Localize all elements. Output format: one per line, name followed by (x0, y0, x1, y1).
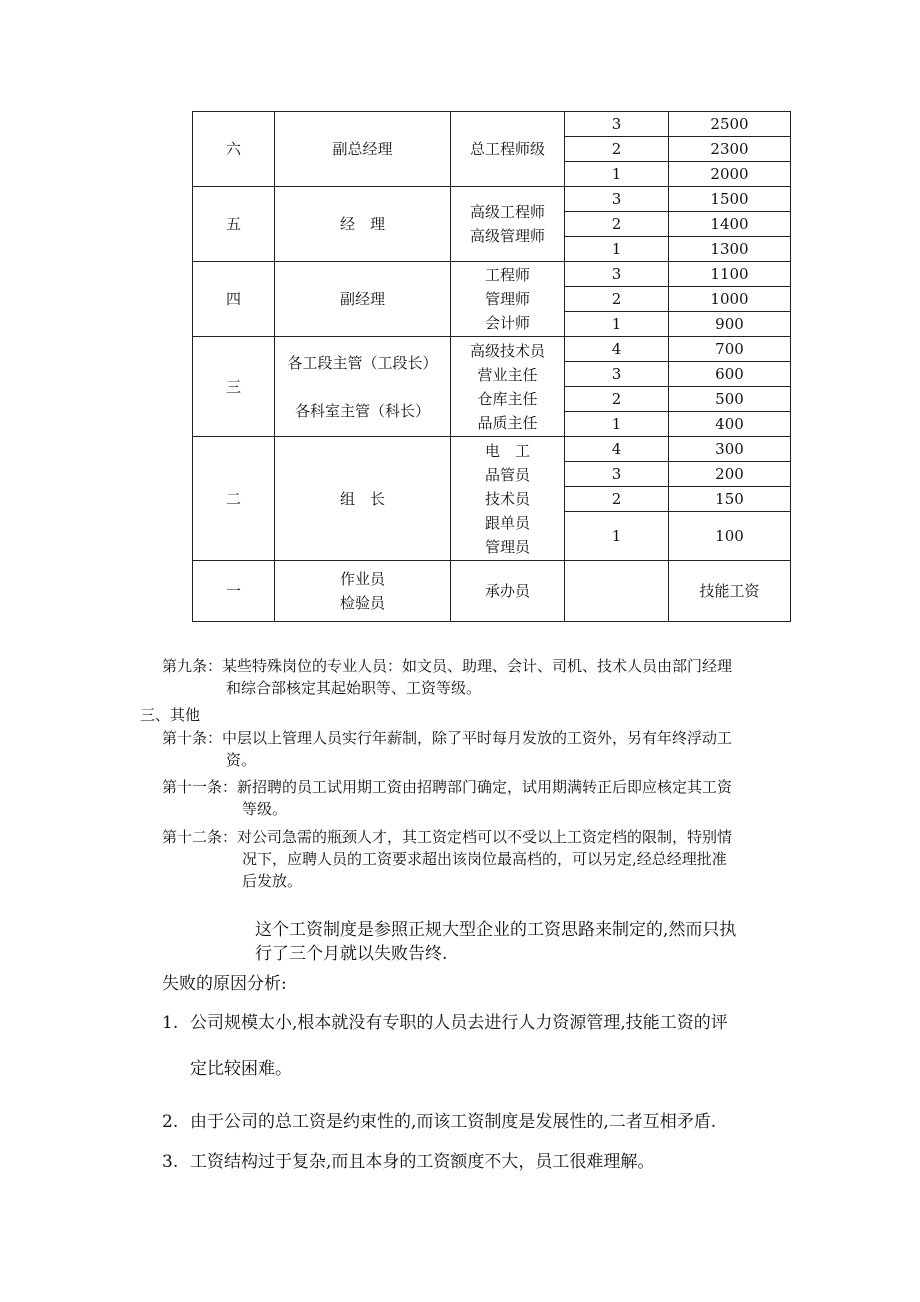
article-11-line1: 新招聘的员工试用期工资由招聘部门确定，试用期满转正后即应核定其工资 (237, 778, 733, 796)
amount-cell: 1400 (669, 212, 791, 237)
title-cell (451, 337, 565, 437)
article-12-line3: 后发放。 (242, 872, 303, 890)
reason-1-line2: 定比较困难。 (190, 1059, 292, 1079)
level-cell: 2 (565, 137, 669, 162)
amount-cell: 900 (669, 312, 791, 337)
title-line: 会计师 (484, 314, 530, 332)
reason-item-1 (162, 1011, 792, 1081)
grade-cell: 三 (193, 337, 275, 437)
title-line: 工程师 (484, 266, 530, 284)
reason-three (162, 1150, 654, 1174)
amount-cell: 1000 (669, 287, 791, 312)
article-11-label: 第十一条： (162, 778, 238, 796)
position-line: 经 理 (339, 215, 385, 233)
level-cell: 2 (565, 387, 669, 412)
title-cell (451, 561, 565, 622)
title-line: 仓库主任 (477, 389, 538, 408)
title-line: 总工程师级 (469, 140, 545, 158)
amount-cell: 600 (669, 362, 791, 387)
amount-cell: 400 (669, 412, 791, 437)
reason-3-number: 3. (162, 1152, 179, 1172)
summary-line2: 行了三个月就以失败告终. (255, 944, 448, 964)
amount-cell: 2300 (669, 137, 791, 162)
article-12-label: 第十二条： (162, 828, 238, 846)
position-line: 检验员 (339, 594, 385, 612)
title-line: 电 工 (484, 441, 530, 460)
level-cell: 1 (565, 162, 669, 187)
level-cell: 3 (565, 362, 669, 387)
salary-grade-table (192, 111, 791, 622)
article-11 (162, 776, 792, 820)
title-line: 高级技术员 (469, 341, 545, 360)
level-cell: 1 (565, 512, 669, 561)
reason-2-line1: 由于公司的总工资是约束性的,而该工资制度是发展性的,二者互相矛盾. (190, 1112, 717, 1132)
title-cell (451, 437, 565, 561)
level-cell: 3 (565, 112, 669, 137)
grade-cell: 二 (193, 437, 275, 561)
position-line: 副经理 (339, 290, 385, 308)
amount-cell: 技能工资 (669, 561, 791, 622)
position-line: 作业员 (339, 570, 385, 588)
summary-line1: 这个工资制度是参照正规大型企业的工资思路来制定的,然而只执 (255, 920, 737, 940)
amount-cell: 300 (669, 437, 791, 462)
position-cell (275, 337, 451, 437)
analysis-heading: 失败的原因分析: (162, 974, 287, 994)
reason-1-line1: 公司规模太小,根本就没有专职的人员去进行人力资源管理,技能工资的评 (190, 1013, 728, 1033)
position-cell (275, 262, 451, 337)
article-9 (162, 655, 792, 699)
grade-cell: 六 (193, 112, 275, 187)
title-cell (451, 262, 565, 337)
amount-cell: 1300 (669, 237, 791, 262)
position-line: 副总经理 (332, 140, 393, 158)
article-10-line1: 中层以上管理人员实行年薪制，除了平时每月发放的工资外，另有年终浮动工 (222, 729, 733, 747)
title-line: 品管员 (484, 465, 530, 484)
amount-cell: 500 (669, 387, 791, 412)
position-line: 各科室主管（科长） (294, 401, 430, 420)
grade-cell: 四 (193, 262, 275, 337)
table-row (193, 337, 791, 362)
grade-cell: 一 (193, 561, 275, 622)
amount-cell: 700 (669, 337, 791, 362)
title-line: 管理师 (484, 290, 530, 308)
level-cell: 2 (565, 212, 669, 237)
article-12-line2: 况下，应聘人员的工资要求超出该岗位最高档的，可以另定,经总经理批准 (242, 850, 727, 868)
article-9-label: 第九条： (162, 657, 223, 675)
title-cell (451, 112, 565, 187)
amount-cell: 1100 (669, 262, 791, 287)
amount-cell: 100 (669, 512, 791, 561)
section-3-heading: 三、其他 (140, 706, 201, 724)
level-cell: 2 (565, 287, 669, 312)
position-cell (275, 437, 451, 561)
position-cell (275, 561, 451, 622)
reason-item-2 (162, 1110, 792, 1134)
title-line: 高级管理师 (469, 227, 545, 245)
title-line: 高级工程师 (469, 203, 545, 221)
level-cell: 4 (565, 337, 669, 362)
position-line: 组 长 (339, 489, 385, 508)
amount-cell: 150 (669, 487, 791, 512)
title-cell (451, 187, 565, 262)
amount-cell: 2500 (669, 112, 791, 137)
amount-cell: 1500 (669, 187, 791, 212)
reason-2-number: 2. (162, 1112, 179, 1132)
table-row (193, 561, 791, 622)
level-cell: 1 (565, 412, 669, 437)
table-row (193, 187, 791, 212)
table-row (193, 112, 791, 137)
article-12 (162, 826, 792, 892)
article-9-line2: 和综合部核定其起始职等、工资等级。 (226, 679, 482, 697)
position-line: 各工段主管（工段长） (287, 353, 438, 372)
reason-1-number: 1. (162, 1013, 179, 1033)
level-cell: 3 (565, 187, 669, 212)
level-cell: 2 (565, 487, 669, 512)
table-row (193, 262, 791, 287)
article-11-line2: 等级。 (242, 800, 288, 818)
article-12-line1: 对公司急需的瓶颈人才，其工资定档可以不受以上工资定档的限制，特别情 (237, 828, 733, 846)
title-line: 跟单员 (484, 513, 530, 532)
level-cell: 3 (565, 262, 669, 287)
title-line: 承办员 (484, 582, 530, 600)
level-cell: 1 (565, 237, 669, 262)
title-line: 品质主任 (477, 413, 538, 432)
reason-3-line1: 工资结构过于复杂,而且本身的工资额度不大，员工很难理解。 (190, 1152, 655, 1172)
article-10-line2: 资。 (226, 751, 257, 769)
article-10 (162, 727, 792, 771)
position-cell (275, 112, 451, 187)
level-cell: 4 (565, 437, 669, 462)
level-cell (565, 561, 669, 622)
summary-paragraph (255, 918, 795, 966)
grade-cell: 五 (193, 187, 275, 262)
amount-cell: 2000 (669, 162, 791, 187)
level-cell: 3 (565, 462, 669, 487)
salary-grade-table-body (193, 112, 791, 622)
title-line: 管理员 (484, 537, 530, 556)
article-10-label: 第十条： (162, 729, 223, 747)
title-line: 技术员 (484, 489, 530, 508)
article-9-line1: 某些特殊岗位的专业人员：如文员、助理、会计、司机、技术人员由部门经理 (222, 657, 733, 675)
table-row (193, 437, 791, 462)
title-line: 营业主任 (477, 365, 538, 384)
position-cell (275, 187, 451, 262)
level-cell: 1 (565, 312, 669, 337)
amount-cell: 200 (669, 462, 791, 487)
